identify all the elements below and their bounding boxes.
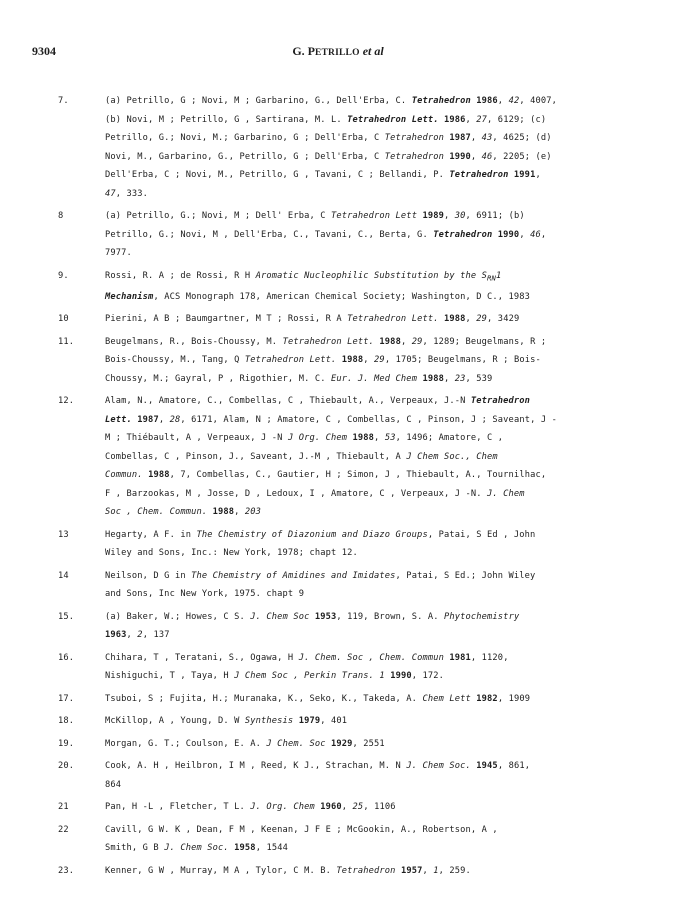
reference-number: 17. — [58, 693, 75, 704]
running-head-initial: G. P — [292, 44, 315, 58]
reference-line: Pan, H -L , Fletcher, T L. J. Org. Chem 1960, 25, 1106 — [105, 802, 396, 813]
running-head-surname: ETRILLO — [314, 48, 360, 58]
reference-number: 21 — [58, 802, 69, 813]
reference-number: 8 — [58, 211, 64, 221]
reference-number: 16. — [58, 652, 75, 663]
reference-line: Commun. 1988, 7, Combellas, C., Gautier, H ; Simon, J , Thiebault, A., Tournilhac, — [105, 470, 547, 481]
reference-line: (a) Petrillo, G.; Novi, M ; Dell' Erba, C Tetrahedron Lett 1989, 30, 6911; (b) — [105, 211, 525, 221]
reference-number: 23. — [58, 865, 75, 876]
reference-line: Dell'Erba, C ; Novi, M., Petrillo, G , Tavani, C ; Bellandi, P. Tetrahedron 1991, — [105, 170, 541, 180]
reference-line: Lett. 1987, 28, 6171, Alam, N ; Amatore, C , Combellas, C , Pinson, J ; Saveant, J - — [105, 414, 557, 425]
reference-line: Beugelmans, R., Bois-Choussy, M. Tetrahedron Lett. 1988, 29, 1289; Beugelmans, R ; — [105, 336, 547, 347]
reference-line: Kenner, G W , Murray, M A , Tylor, C M. B. Tetrahedron 1957, 1, 259. — [105, 865, 471, 876]
reference-item — [0, 712, 676, 731]
reference-line: Combellas, C , Pinson, J., Saveant, J.-M , Thiebault, A J Chem Soc., Chem — [105, 451, 498, 462]
reference-number: 18. — [58, 716, 75, 727]
reference-line: Neilson, D G in The Chemistry of Amidines and Imidates, Patai, S Ed.; John Wiley — [105, 570, 536, 581]
reference-line: Morgan, G. T.; Coulson, E. A. J Chem. Soc 1929, 2551 — [105, 738, 385, 749]
reference-line: Mechanism, ACS Monograph 178, American Chemical Society; Washington, D C., 1983 — [105, 291, 531, 302]
reference-line: (a) Baker, W.; Howes, C S. J. Chem Soc 1953, 119, Brown, S. A. Phytochemistry — [105, 611, 520, 622]
reference-item — [0, 862, 676, 881]
running-head — [32, 44, 644, 59]
reference-line: Soc , Chem. Commun. 1988, 203 — [105, 507, 262, 518]
reference-item — [0, 392, 676, 522]
reference-item — [0, 526, 676, 563]
reference-number: 7. — [58, 96, 69, 106]
reference-line: Choussy, M.; Gayral, P , Rigothier, M. C. Eur. J. Med Chem 1988, 23, 539 — [105, 373, 493, 384]
reference-item — [0, 207, 676, 263]
reference-line: and Sons, Inc New York, 1975. chapt 9 — [105, 589, 305, 600]
reference-number: 10 — [58, 314, 69, 325]
reference-item — [0, 649, 676, 686]
reference-item — [0, 567, 676, 604]
reference-item — [0, 92, 676, 203]
reference-item — [0, 608, 676, 645]
reference-line: Bois-Choussy, M., Tang, Q Tetrahedron Lett. 1988, 29, 1705; Beugelmans, R ; Bois- — [105, 355, 541, 366]
reference-line: Alam, N., Amatore, C., Combellas, C , Thiebault, A., Verpeaux, J.-N Tetrahedron — [105, 396, 531, 407]
reference-item — [0, 798, 676, 817]
reference-item — [0, 310, 676, 329]
reference-line: Cavill, G W. K , Dean, F M , Keenan, J F E ; McGookin, A., Robertson, A , — [105, 824, 498, 835]
reference-line: 47, 333. — [105, 188, 149, 199]
reference-line: 7977. — [105, 248, 132, 258]
running-head-et-al: et al — [362, 44, 384, 58]
reference-number: 14 — [58, 570, 69, 581]
reference-line: F , Barzookas, M , Josse, D , Ledoux, I , Amatore, C , Verpeaux, J -N. J. Chem — [105, 488, 525, 499]
reference-line: (a) Petrillo, G ; Novi, M ; Garbarino, G., Dell'Erba, C. Tetrahedron 1986, 42, 4007, — [105, 96, 557, 106]
reference-number: 19. — [58, 738, 75, 749]
reference-line: (b) Novi, M ; Petrillo, G , Sartirana, M. L. Tetrahedron Lett. 1986, 27, 6129; (c) — [105, 114, 547, 125]
reference-line: Smith, G B J. Chem Soc. 1958, 1544 — [105, 843, 288, 854]
reference-number: 11. — [58, 336, 75, 347]
reference-number: 15. — [58, 611, 75, 622]
reference-list — [0, 92, 676, 884]
reference-line: Petrillo, G.; Novi, M.; Garbarino, G ; Dell'Erba, C Tetrahedron 1987, 43, 4625; (d) — [105, 133, 552, 143]
reference-line: Hegarty, A F. in The Chemistry of Diazonium and Diazo Groups, Patai, S Ed , John — [105, 529, 536, 540]
reference-line: Tsuboi, S ; Fujita, H.; Muranaka, K., Seko, K., Takeda, A. Chem Lett 1982, 1909 — [105, 693, 531, 704]
reference-number: 20. — [58, 761, 75, 772]
reference-line: Nishiguchi, T , Taya, H J Chem Soc , Perkin Trans. 1 1990, 172. — [105, 671, 445, 682]
reference-line: Pierini, A B ; Baumgartner, M T ; Rossi, R A Tetrahedron Lett. 1988, 29, 3429 — [105, 314, 520, 325]
reference-number: 22 — [58, 824, 69, 835]
reference-item — [0, 821, 676, 858]
reference-line: 864 — [105, 779, 122, 790]
reference-item — [0, 267, 676, 307]
reference-item — [0, 735, 676, 754]
reference-line: McKillop, A , Young, D. W Synthesis 1979, 401 — [105, 716, 348, 727]
reference-line: Wiley and Sons, Inc.: New York, 1978; chapt 12. — [105, 548, 358, 559]
page-header — [32, 44, 644, 64]
page-number: 9304 — [32, 44, 56, 58]
reference-item — [0, 690, 676, 709]
reference-line: Chihara, T , Teratani, S., Ogawa, H J. Chem. Soc , Chem. Commun 1981, 1120, — [105, 652, 509, 663]
reference-item — [0, 333, 676, 389]
reference-line: Petrillo, G.; Novi, M , Dell'Erba, C., Tavani, C., Berta, G. Tetrahedron 1990, 46, — [105, 229, 547, 240]
reference-number: 13 — [58, 529, 69, 540]
reference-line: 1963, 2, 137 — [105, 630, 170, 641]
reference-item — [0, 757, 676, 794]
reference-line: Cook, A. H , Heilbron, I M , Reed, K J., Strachan, M. N J. Chem Soc. 1945, 861, — [105, 761, 531, 772]
reference-number: 12. — [58, 396, 75, 407]
reference-line: Rossi, R. A ; de Rossi, R H Aromatic Nucleophilic Substitution by the $S_{RN}1$ — [105, 270, 502, 283]
reference-line: M ; Thiébault, A , Verpeaux, J -N J Org. Chem 1988, 53, 1496; Amatore, C , — [105, 433, 504, 444]
reference-number: 9. — [58, 270, 69, 281]
reference-line: Novi, M., Garbarino, G., Petrillo, G ; Dell'Erba, C Tetrahedron 1990, 46, 2205; (e) — [105, 151, 552, 162]
